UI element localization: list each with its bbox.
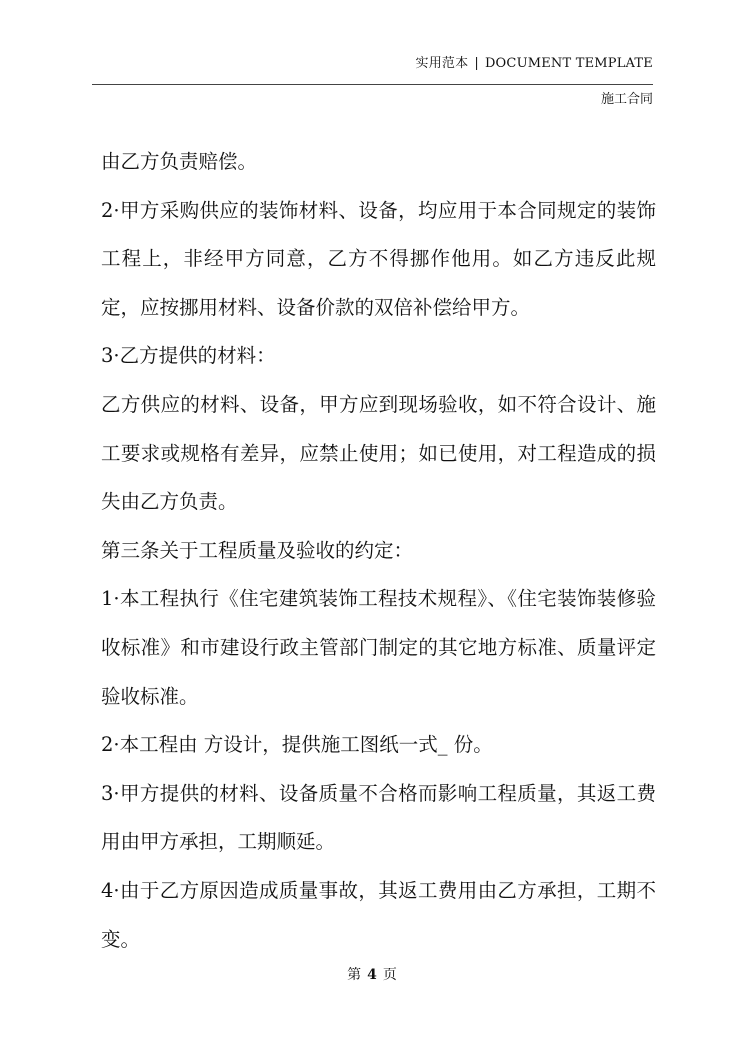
- header-template-label-en: DOCUMENT TEMPLATE: [484, 56, 653, 71]
- page-number: 4: [367, 967, 377, 983]
- paragraph: 乙方供应的材料、设备，甲方应到现场验收，如不符合设计、施工要求或规格有差异，应禁止使用；如已使用，对工程造成的损失由乙方负责。: [101, 392, 656, 514]
- paragraph: 1·本工程执行《住宅建筑装饰工程技术规程》、《住宅装饰装修验收标准》和市建设行政主管部门制定的其它地方标准、质量评定验收标准。: [101, 587, 656, 708]
- body-text: [101, 138, 656, 964]
- header-divider: [92, 84, 653, 85]
- page-footer: [0, 964, 744, 984]
- header-title: [416, 52, 653, 71]
- header-doc-type: 施工合同: [600, 92, 653, 107]
- section-heading: 第三条关于工程质量及验收的约定：: [101, 538, 414, 562]
- header-separator: |: [474, 56, 479, 71]
- paragraph: 2·本工程由 方设计，提供施工图纸一式_ 份。: [101, 733, 493, 757]
- paragraph: 由乙方负责赔偿。: [101, 150, 258, 173]
- paragraph: 4·由于乙方原因造成质量事故，其返工费用由乙方承担，工期不变。: [101, 878, 656, 951]
- page-suffix: 页: [382, 967, 397, 983]
- page-prefix: 第: [347, 967, 362, 983]
- paragraph: 3·甲方提供的材料、设备质量不合格而影响工程质量，其返工费用由甲方承担，工期顺延。: [101, 781, 656, 854]
- header-template-label: 实用范本: [415, 56, 469, 71]
- paragraph: 2·甲方采购供应的装饰材料、设备，均应用于本合同规定的装饰工程上，非经甲方同意，乙方不得挪作他用。如乙方违反此规定，应按挪用材料、设备价款的双倍补偿给甲方。: [101, 198, 656, 319]
- paragraph: 3·乙方提供的材料：: [101, 344, 276, 368]
